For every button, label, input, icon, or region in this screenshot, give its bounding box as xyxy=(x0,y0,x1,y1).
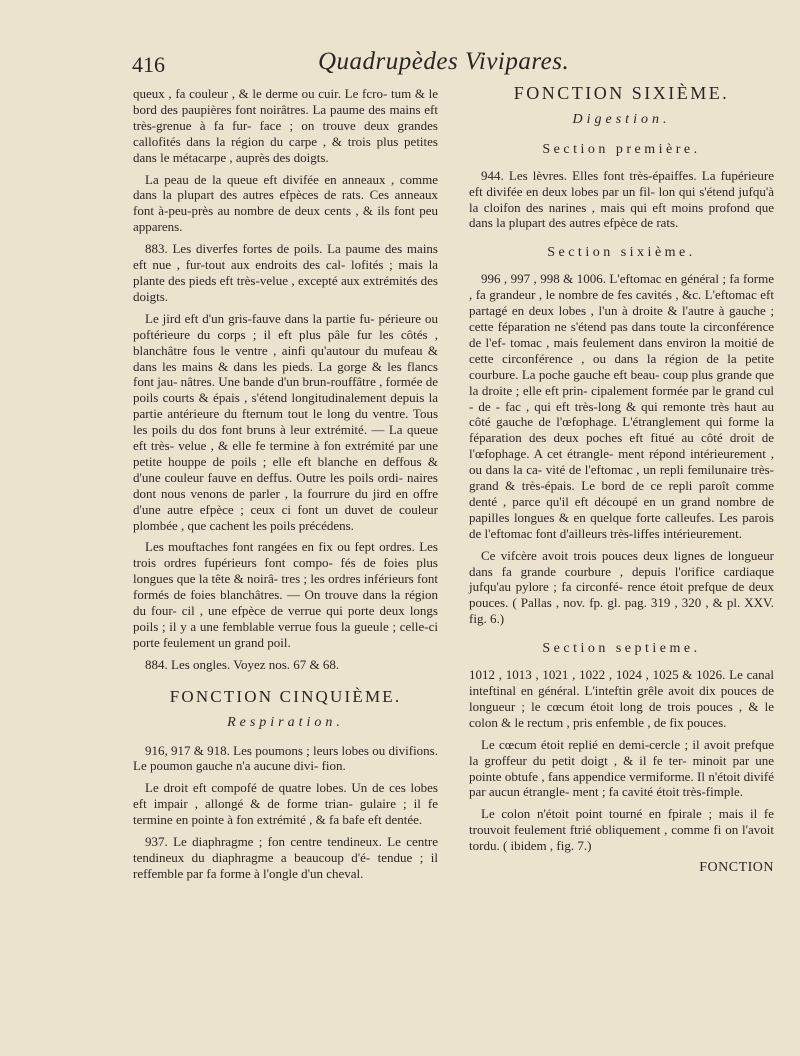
paragraph: queux , fa couleur , & le derme ou cuir. Le fcro- tum & le bord des paupières font noirâtres. La paume des mains eft très-grenue à fa fur- face ; on trouve deux grandes callofités dans la région du carpe , & trois plus petites dans le métacarpe , auprès des doigts. xyxy=(133,86,438,165)
catchword: FONCTION xyxy=(699,860,774,876)
running-title: Quadrupèdes Vivipares. xyxy=(318,48,570,75)
function-heading: FONCTION SIXIÈME. xyxy=(513,83,730,103)
paragraph: 916, 917 & 918. Les poumons ; leurs lobes ou divifions. Le poumon gauche n'a aucune divi- fion. xyxy=(133,742,438,774)
paragraph: Le jird eft d'un gris-fauve dans la partie fu- périeure ou poftérieure du corps ; il eft plus pâle fur les côtés , blanchâtre fous le ventre , ainfi qu'autour du mufeau & dans les mains & dans les pieds. La gorge & les flancs font jau- nâtres. Une bande d'un brun-rouffâtre , formée de poils courts & épais , s'étend longitudinalement depuis la partie antérieure du fternum tout le long du ventre. Tous les poils du dos font bruns à leur extrémité. — La queue eft très- velue , & elle fe termine à fon extrémité par une petite houppe de poils ; elle eft blanche en deffous & d'une couleur fauve en deffus. Outre les poils ordi- naires dont nous venons de parler , la fourrure du jird en offre d'une autre efpèce ; ceux ci font un duvet de couleur plombée , que cachent les poils précédens. xyxy=(133,310,438,533)
paragraph: Ce vifcère avoit trois pouces deux lignes de longueur dans fa grande courbure , depuis l'orifice cardiaque jufqu'au pylore ; fa circonfé- rence étoit prefque de deux pouces. ( Pallas , nov. fp. gl. pag. 319 , 320 , & pl. XXV. fig. 6.) xyxy=(469,547,774,627)
paragraph: 937. Le diaphragme ; fon centre tendineux. Le centre tendineux du diaphragme a beaucoup d'é- tendue ; il reffemble par fa forme à l'ongle d'un cheval. xyxy=(133,834,438,881)
section-heading: Section première. xyxy=(542,141,701,157)
paragraph: 883. Les diverfes fortes de poils. La paume des mains eft nue , fur-tout aux endroits des cal- lofités ; mais la plante des pieds eft très-velue , excepté aux extrémités des doigts. xyxy=(133,241,438,304)
paragraph: 996 , 997 , 998 & 1006. L'eftomac en général ; fa forme , fa grandeur , le nombre de fes cavités , &c. L'eftomac eft partagé en deux lobes , l'un à droite & l'autre à gauche ; cette féparation ne s'étend pas dans toute la circonférence de l'ef- tomac , mais feulement dans environ la moitié de cette circonférence , ou dans la région de la petite courbure. La poche gauche eft beau- coup plus grande que la droite ; elle eft prin- cipalement formée par le grand cul - de - fac , qui eft très-long & qui remonte très haut au côté gauche de l'œfophage. L'étranglement qui forme la féparation des deux poches eft fitué au côté droit de l'œfophage. A cet étrangle- ment répond intérieurement , ou dans la ca- vité de l'eftomac , un repli femilunaire très- grand & très-épais. Le bord de ce repli paroît comme denté , parce qu'il eft découpé en un grand nombre de papilles longues & en quelque forte calleufes. Les parois de l'eftomac font d'ailleurs très-liffes intérieurement. xyxy=(469,271,774,541)
paragraph: Les mouftaches font rangées en fix ou fept ordres. Les trois ordres fupérieurs font compo- fés de foies plus longues que la tête & noirâ- tres ; les ordres inférieurs font formés de foies blanchâtres. — On trouve dans la région du four- cil , une efpèce de verrue qui porte deux longs poils ; il y a une femblable verrue fous la gueule ; celle-ci porte feulement un grand poil. xyxy=(133,539,438,650)
paragraph: Le droit eft compofé de quatre lobes. Un de ces lobes eft impair , allongé & de forme trian- gulaire ; il fe termine en pointe à fon extrémité , & fa bafe eft dentée. xyxy=(133,780,438,828)
page-header xyxy=(132,48,772,82)
function-heading: FONCTION CINQUIÈME. xyxy=(169,686,402,706)
section-subheading: Respiration. xyxy=(227,714,344,730)
left-column xyxy=(133,86,438,888)
paragraph: Le colon n'étoit point tourné en fpirale ; mais il fe trouvoit feulement ftrié obliquement , comme fi on l'avoit tordu. ( ibidem , fig. 7.) xyxy=(469,806,774,854)
section-heading: Section sixième. xyxy=(547,245,696,261)
paragraph: 1012 , 1013 , 1021 , 1022 , 1024 , 1025 & 1026. Le canal inteftinal en général. L'inteftin grêle avoit dix pouces de longueur ; le cœcum étoit long de trois pouces , & le colon & le rectum , pris enfemble , de fix pouces. xyxy=(469,667,774,730)
paragraph: La peau de la queue eft divifée en anneaux , comme dans la plupart des autres efpèces de rats. Ces anneaux font à-peu-près au nombre de deux cents , & ils font peu apparens. xyxy=(133,171,438,235)
paragraph: Le cœcum étoit replié en demi-cercle ; il avoit prefque la groffeur du petit doigt , & il fe ter- minoit par une pointe obtufe , fans appendice vermiforme. Il n'étoit divifé par aucun étrangle- ment ; fa cavité étoit très-fimple. xyxy=(469,736,774,800)
paragraph: 884. Les ongles. Voyez nos. 67 & 68. xyxy=(145,656,340,672)
section-subheading: Digestion. xyxy=(572,111,671,127)
section-heading: Section septieme. xyxy=(542,641,701,657)
page-number: 416 xyxy=(132,52,165,77)
right-column xyxy=(469,83,774,876)
paragraph: 944. Les lèvres. Elles font très-épaiffes. La fupérieure eft divifée en deux lobes par un fil- lon qui s'étend jufqu'à la cloifon des narines , mais qui eft moins profond que dans la plupart des autres efpèce de rats. xyxy=(469,167,774,231)
